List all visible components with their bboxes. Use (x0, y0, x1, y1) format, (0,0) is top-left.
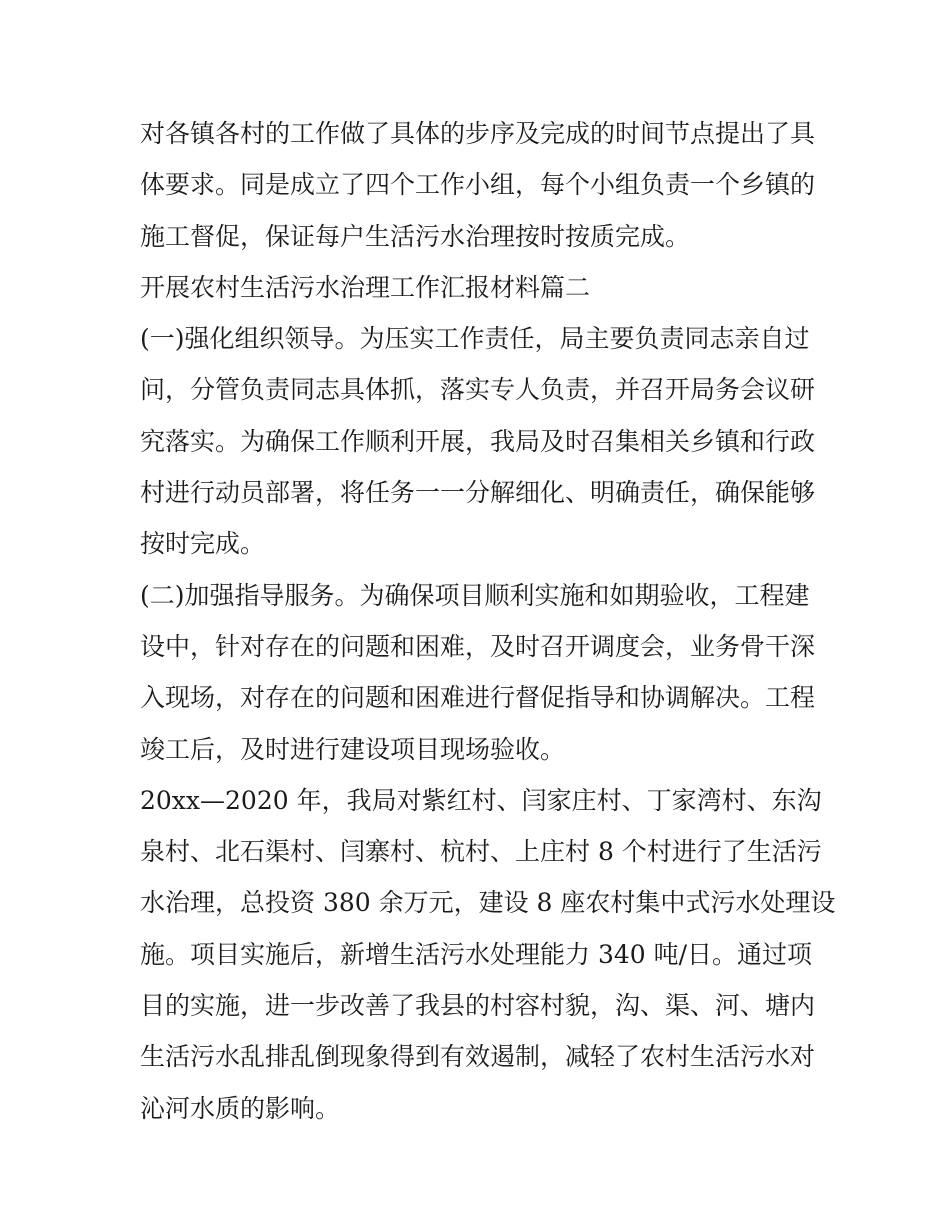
text-line: 究落实。为确保工作顺利开展，我局及时召集相关乡镇和行政 (140, 426, 816, 456)
text-line: 竣工后，及时进行建设项目现场验收。 (140, 734, 566, 764)
text-line: 生活污水乱排乱倒现象得到有效遏制，减轻了农村生活污水对 (140, 1042, 816, 1072)
text-line: 水治理，总投资 380 余万元，建设 8 座农村集中式污水处理设 (140, 888, 836, 918)
text-line: 施。项目实施后，新增生活污水处理能力 340 吨/日。通过项 (140, 939, 813, 969)
text-line: 体要求。同是成立了四个工作小组，每个小组负责一个乡镇的 (140, 170, 816, 200)
text-line: 20xx—2020 年，我局对紫红村、闫家庄村、丁家湾村、东沟 (140, 785, 822, 815)
text-line: 问，分管负责同志具体抓，落实专人负责，并召开局务会议研 (140, 375, 816, 405)
section-heading: 开展农村生活污水治理工作汇报材料篇二 (140, 272, 591, 302)
text-line: 目的实施，进一步改善了我县的村容村貌，沟、渠、河、塘内 (140, 991, 816, 1021)
document-body (140, 108, 836, 1134)
text-line: 入现场，对存在的问题和困难进行督促指导和协调解决。工程 (140, 683, 816, 713)
text-line: (二)加强指导服务。为确保项目顺利实施和如期验收，工程建 (140, 580, 810, 610)
text-line: 施工督促，保证每户生活污水治理按时按质完成。 (140, 221, 691, 251)
text-line: 按时完成。 (140, 529, 266, 559)
text-line: 对各镇各村的工作做了具体的步序及完成的时间节点提出了具 (140, 119, 816, 148)
text-line: (一)强化组织领导。为压实工作责任，局主要负责同志亲自过 (140, 324, 810, 354)
text-line: 沁河水质的影响。 (140, 1093, 341, 1123)
text-line: 村进行动员部署，将任务一一分解细化、明确责任，确保能够 (140, 478, 816, 508)
text-line: 泉村、北石渠村、闫寨村、杭村、上庄村 8 个村进行了生活污 (140, 837, 822, 867)
text-line: 设中，针对存在的问题和困难，及时召开调度会，业务骨干深 (140, 631, 816, 661)
